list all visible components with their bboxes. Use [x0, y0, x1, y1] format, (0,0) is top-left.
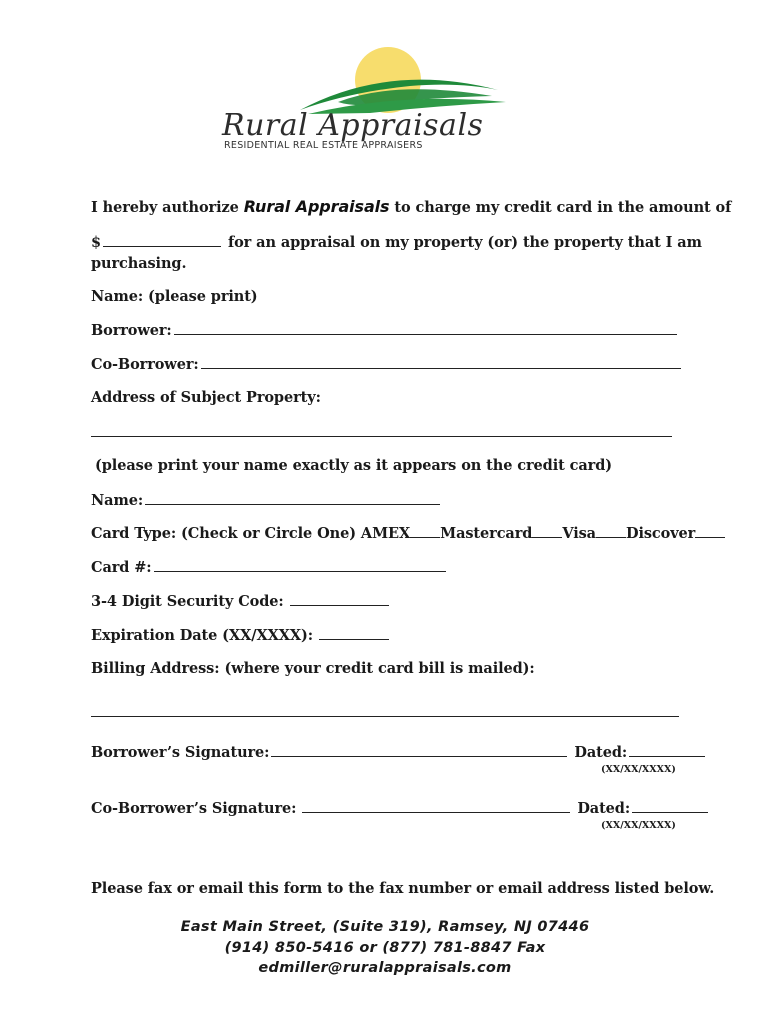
- visa-label: Visa: [562, 525, 596, 542]
- billing-label: Billing Address: (where your credit card bill is mailed):: [91, 660, 535, 677]
- name-print-label: Name: (please print): [91, 288, 258, 305]
- footer-phone: (914) 850-5416 or (877) 781-8847 Fax: [224, 940, 546, 956]
- borrower-row: [91, 321, 679, 339]
- co-borrower-row: [91, 355, 683, 373]
- card-type-label: Card Type: (Check or Circle One): [91, 525, 356, 542]
- amount-field[interactable]: [103, 233, 221, 247]
- card-number-label: Card #:: [91, 559, 152, 576]
- borrower-dated-label: Dated:: [574, 744, 628, 761]
- address-field[interactable]: [91, 436, 672, 437]
- visa-checkbox[interactable]: [596, 524, 626, 538]
- intro-pre: I hereby authorize: [91, 199, 239, 216]
- borrower-signature-field[interactable]: [271, 743, 567, 757]
- billing-address-field[interactable]: [91, 716, 679, 717]
- footer-email[interactable]: edmiller@ruralappraisals.com: [258, 960, 512, 976]
- name-field[interactable]: [145, 491, 440, 505]
- borrower-date-field[interactable]: [629, 743, 705, 757]
- mastercard-checkbox[interactable]: [532, 524, 562, 538]
- logo-tagline: RESIDENTIAL REAL ESTATE APPRAISERS: [224, 140, 423, 151]
- intro-line-2: [91, 233, 702, 251]
- borrower-signature-row: [91, 743, 707, 761]
- name-label: Name:: [91, 492, 144, 509]
- security-row: [91, 592, 391, 610]
- co-borrower-signature-label: Co-Borrower’s Signature:: [91, 800, 297, 817]
- company-name: Rural Appraisals: [243, 197, 390, 216]
- co-borrower-date-field[interactable]: [632, 799, 708, 813]
- co-borrower-dated-label: Dated:: [577, 800, 631, 817]
- discover-label: Discover: [625, 525, 696, 542]
- co-borrower-field[interactable]: [201, 355, 681, 369]
- expiration-row: [91, 626, 391, 644]
- sun-hills-logo-icon: [220, 40, 550, 115]
- co-borrower-label: Co-Borrower:: [91, 356, 199, 373]
- co-borrower-date-format: (XX/XX/XXXX): [601, 820, 676, 831]
- intro-line-3: purchasing.: [91, 255, 187, 272]
- instructions: Please fax or email this form to the fax number or email address listed below.: [91, 880, 715, 897]
- security-label: 3-4 Digit Security Code:: [91, 593, 284, 610]
- card-number-field[interactable]: [154, 558, 446, 572]
- borrower-signature-label: Borrower’s Signature:: [91, 744, 270, 761]
- security-code-field[interactable]: [290, 592, 389, 606]
- card-number-row: [91, 558, 448, 576]
- address-label: Address of Subject Property:: [91, 389, 321, 406]
- amex-label: AMEX: [360, 525, 411, 542]
- footer-address: East Main Street, (Suite 319), Ramsey, NJ 07446: [180, 919, 590, 935]
- borrower-date-format: (XX/XX/XXXX): [601, 764, 676, 775]
- borrower-label: Borrower:: [91, 322, 172, 339]
- logo-name: Rural Appraisals: [222, 108, 484, 143]
- intro-line-2-text: for an appraisal on my property (or) the property that I am: [227, 234, 702, 251]
- name-row: [91, 491, 442, 509]
- expiration-label: Expiration Date (XX/XXXX):: [91, 627, 314, 644]
- company-logo: [220, 40, 550, 155]
- intro-post: to charge my credit card in the amount of: [394, 199, 732, 216]
- intro-line-1: [91, 197, 731, 216]
- borrower-field[interactable]: [174, 321, 677, 335]
- card-type-row: [91, 524, 725, 542]
- discover-checkbox[interactable]: [695, 524, 725, 538]
- mastercard-label: Mastercard: [440, 525, 533, 542]
- print-note: (please print your name exactly as it appears on the credit card): [95, 457, 613, 474]
- expiration-field[interactable]: [319, 626, 389, 640]
- dollar-sign: $: [91, 234, 101, 251]
- amex-checkbox[interactable]: [410, 524, 440, 538]
- co-borrower-signature-row: [91, 799, 710, 817]
- co-borrower-signature-field[interactable]: [302, 799, 570, 813]
